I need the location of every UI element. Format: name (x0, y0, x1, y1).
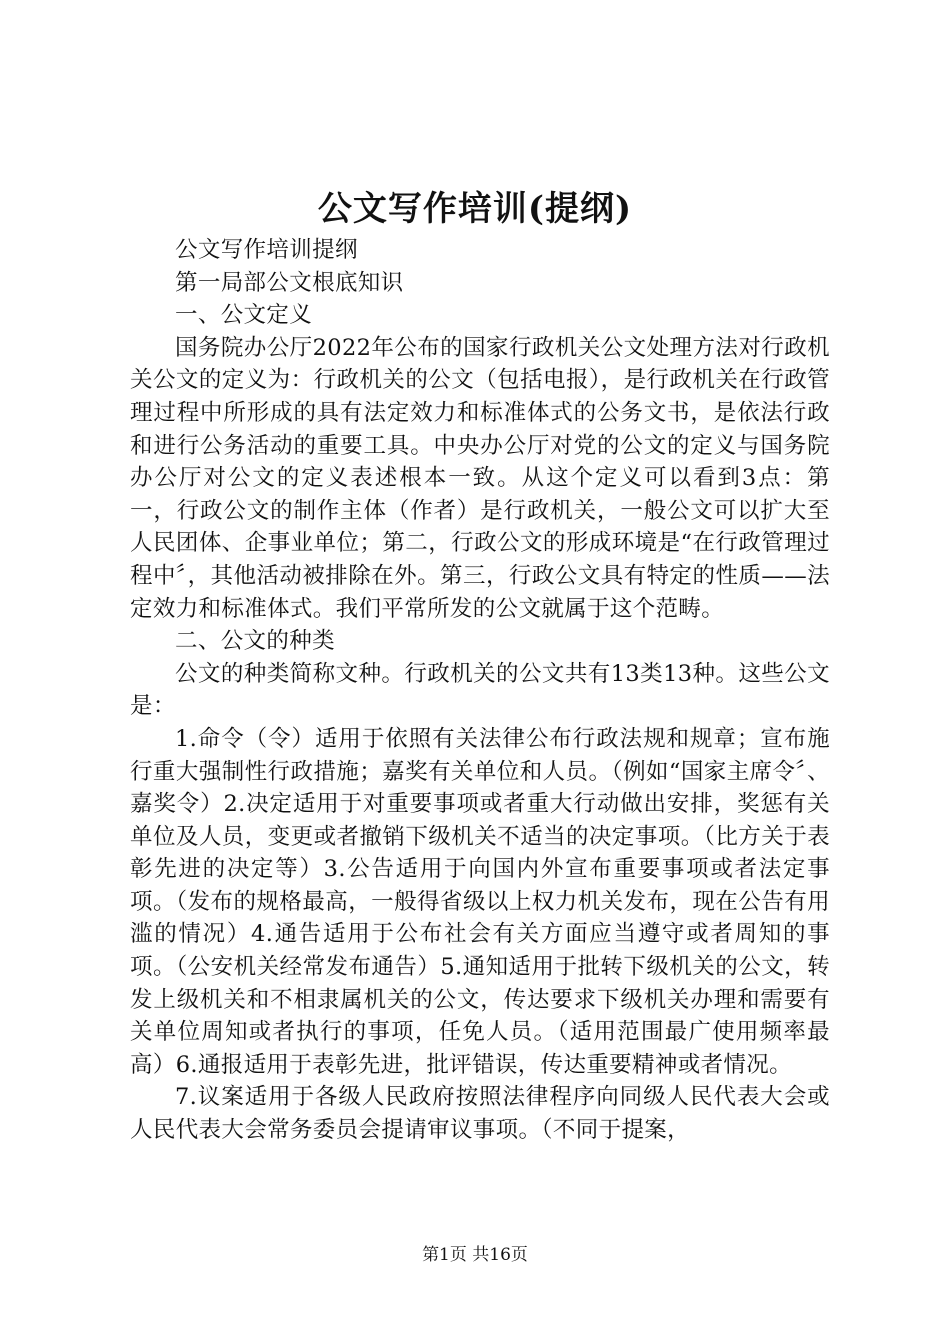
paragraph-types-intro: 公文的种类简称文种。行政机关的公文共有13类13种。这些公文是： (130, 660, 830, 720)
paragraph-definition: 国务院办公厅2022年公布的国家行政机关公文处理方法对行政机关公文的定义为：行政机关的公文（包括电报），是行政机关在行政管理过程中所形成的具有法定效力和标准体式的公务文书，是依法行政和进行公务活动的重要工具。中央办公厅对党的公文的定义与国务院办公厅对公文的定义表述根本一致。从这个定义可以看到3点：第一，行政公文的制作主体（作者）是行政机关，一般公文可以扩大至人民团体、企事业单位；第二，行政公文的形成环境是“在行政管理过程中〞，其他活动被排除在外。第三，行政公文具有特定的性质——法定效力和标准体式。我们平常所发的公文就属于这个范畴。 (130, 334, 830, 622)
paragraph-part-heading: 第一局部公文根底知识 (175, 269, 404, 296)
paragraph-subtitle: 公文写作培训提纲 (175, 237, 358, 263)
page-footer: 第1页 共16页 (422, 1245, 528, 1265)
paragraph-types-list-2: 7.议案适用于各级人民政府按照法律程序向同级人民代表大会或人民代表大会常务委员会提请审议事项。（不同于提案， (130, 1084, 830, 1144)
document-title: 公文写作培训(提纲) (317, 189, 633, 229)
document-body (130, 234, 830, 1147)
paragraph-types-list-1: 1.命令（令）适用于依照有关法律公布行政法规和规章；宣布施行重大强制性行政措施；嘉奖有关单位和人员。（例如“国家主席令〞、嘉奖令）2.决定适用于对重要事项或者重大行动做出安排，奖惩有关单位及人员，变更或者撤销下级机关不适当的决定事项。（比方关于表彰先进的决定等）3.公告适用于向国内外宣布重要事项或者法定事项。（发布的规格最高，一般得省级以上权力机关发布，现在公告有用滥的情况）4.通告适用于公布社会有关方面应当遵守或者周知的事项。（公安机关经常发布通告）5.通知适用于批转下级机关的公文，转发上级机关和不相隶属机关的公文，传达要求下级机关办理和需要有关单位周知或者执行的事项，任免人员。（适用范围最广使用频率最高）6.通报适用于表彰先进，批评错误，传达重要精神或者情况。 (130, 725, 830, 1078)
paragraph-section-heading-2: 二、公文的种类 (175, 628, 335, 655)
paragraph-section-heading-1: 一、公文定义 (175, 302, 313, 329)
